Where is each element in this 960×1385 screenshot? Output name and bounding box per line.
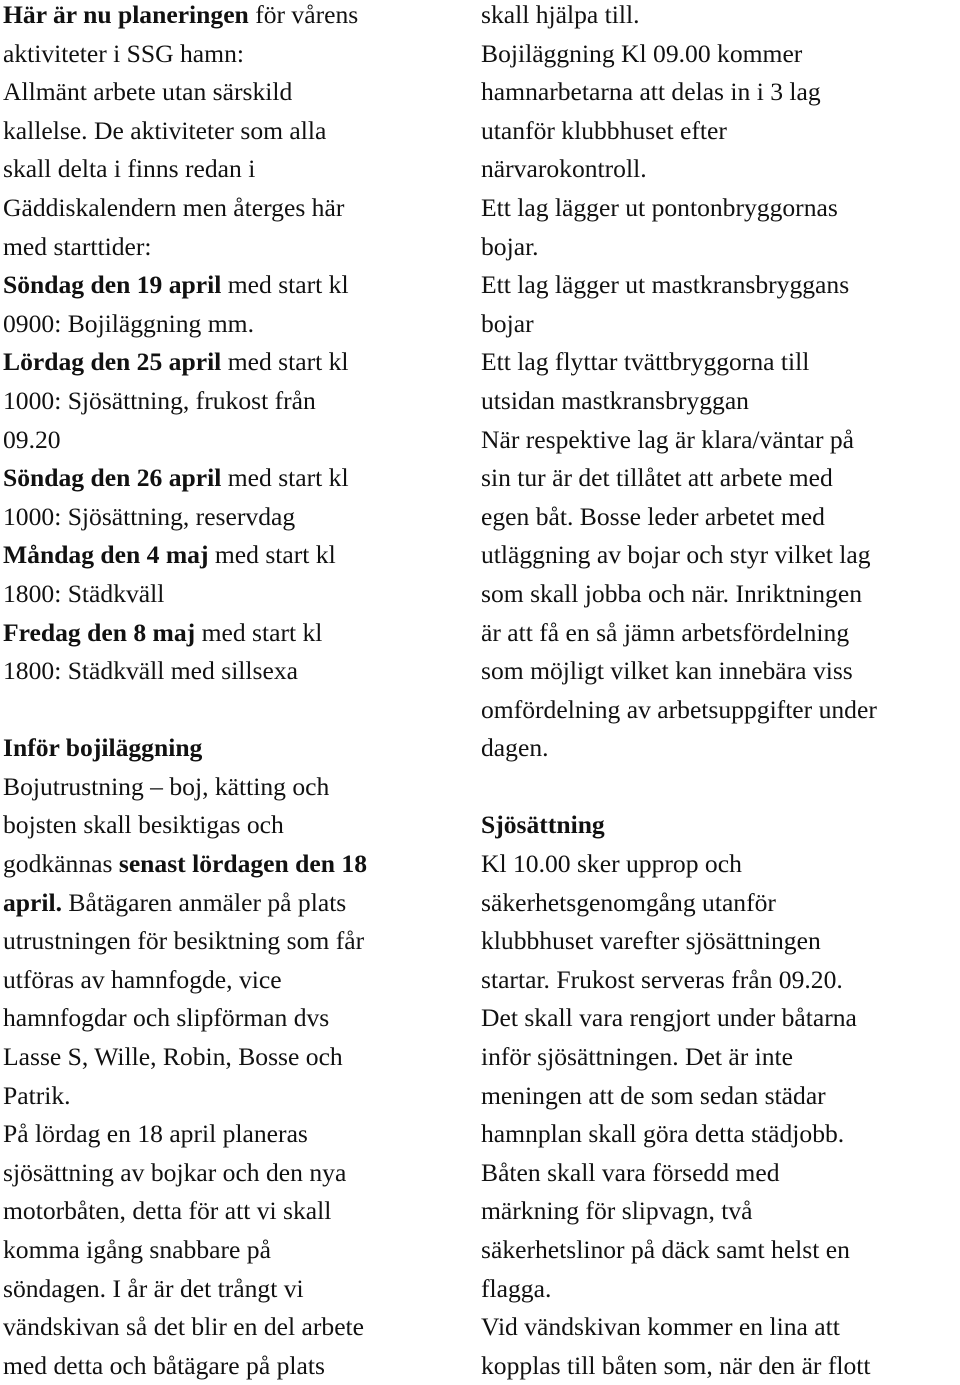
text-run: bojar [481, 308, 534, 338]
sjosattning-heading: Sjösättning [481, 810, 605, 840]
text-run: kallelse. De aktiviteter som alla [3, 115, 327, 145]
text-line [481, 691, 957, 730]
text-line [3, 343, 459, 382]
text-line [3, 1038, 459, 1077]
spacer [481, 768, 957, 807]
text-run: sjösättning av bojkar och den nya [3, 1157, 347, 1187]
text-run: med starttider: [3, 231, 152, 261]
text-line [3, 961, 459, 1000]
text-run: söndagen. I år är det trångt vi [3, 1273, 304, 1303]
text-line [3, 112, 459, 151]
text-run: bojsten skall besiktigas och [3, 810, 284, 840]
text-run: 1000: Sjösättning, frukost från [3, 385, 316, 415]
text-run: dagen. [481, 733, 549, 763]
text-line [481, 729, 957, 768]
text-line [481, 382, 957, 421]
text-line [481, 1308, 957, 1347]
text-run: Ett lag lägger ut pontonbryggornas [481, 192, 838, 222]
bold-text: Lördag den 25 april [3, 347, 222, 377]
text-line [481, 1077, 957, 1116]
text-line [481, 189, 957, 228]
text-run: märkning för slipvagn, två [481, 1196, 753, 1226]
text-run: Vid vändskivan kommer en lina att [481, 1312, 840, 1342]
text-line [3, 382, 459, 421]
text-run: aktiviteter i SSG hamn: [3, 38, 244, 68]
text-run: med start kl [221, 270, 349, 300]
text-run: som skall jobba och när. Inriktningen [481, 578, 862, 608]
text-run: med detta och båtägare på plats [3, 1350, 325, 1380]
bold-text: Söndag den 19 april [3, 270, 222, 300]
text-line [481, 150, 957, 189]
text-run: Båtägaren anmäler på plats [62, 887, 347, 917]
text-run: inför sjösättningen. Det är inte [481, 1042, 794, 1072]
bold-text: Söndag den 26 april [3, 463, 222, 493]
bojilaggning-paragraph [3, 768, 459, 1385]
text-line [3, 189, 459, 228]
text-line [3, 1154, 459, 1193]
text-line [481, 884, 957, 923]
text-line [3, 922, 459, 961]
text-line [481, 498, 957, 537]
text-line [481, 652, 957, 691]
text-run: bojar. [481, 231, 539, 261]
text-line [3, 0, 459, 35]
bojilaggning-heading: Inför bojiläggning [3, 733, 203, 763]
text-run: Båten skall vara försedd med [481, 1157, 780, 1187]
text-run: med start kl [221, 463, 349, 493]
text-line [3, 459, 459, 498]
text-run: hamnplan skall göra detta städjobb. [481, 1119, 845, 1149]
text-run: 1000: Sjösättning, reservdag [3, 501, 296, 531]
text-line [3, 845, 459, 884]
text-line [481, 266, 957, 305]
text-run: omfördelning av arbetsuppgifter under [481, 694, 877, 724]
text-run: skall hjälpa till. [481, 0, 640, 29]
text-run: Ett lag flyttar tvättbryggorna till [481, 347, 810, 377]
text-line [3, 575, 459, 614]
text-line [3, 1270, 459, 1309]
sjosattning-paragraph [481, 845, 957, 1385]
text-line [481, 228, 957, 267]
text-run: med start kl [195, 617, 323, 647]
text-line [3, 266, 459, 305]
text-run: 1800: Städkväll med sillsexa [3, 656, 299, 686]
text-run: meningen att de som sedan städar [481, 1080, 826, 1110]
text-line [481, 73, 957, 112]
schedule-list [3, 266, 459, 691]
text-run: Patrik. [3, 1080, 71, 1110]
text-run: utföras av hamnfogde, vice [3, 964, 282, 994]
text-run: som möjligt vilket kan innebära viss [481, 656, 853, 686]
text-line [481, 536, 957, 575]
text-run: klubbhuset varefter sjösättningen [481, 926, 821, 956]
bold-text: senast lördagen den 18 [118, 849, 367, 879]
text-line [481, 1347, 957, 1385]
text-run: med start kl [208, 540, 336, 570]
text-run: Lasse S, Wille, Robin, Bosse och [3, 1042, 343, 1072]
text-run: utsidan mastkransbryggan [481, 385, 749, 415]
text-line [3, 1347, 459, 1385]
text-line [481, 459, 957, 498]
intro-paragraph [3, 0, 459, 266]
text-line [481, 305, 957, 344]
text-line [481, 1231, 957, 1270]
text-line [3, 35, 459, 74]
text-run: är att få en så jämn arbetsfördelning [481, 617, 850, 647]
text-line [481, 1038, 957, 1077]
left-column [3, 0, 459, 1385]
text-line [481, 922, 957, 961]
text-run: komma igång snabbare på [3, 1235, 271, 1264]
text-line [481, 0, 957, 35]
text-line [3, 536, 459, 575]
text-line [3, 1308, 459, 1347]
text-line [3, 228, 459, 267]
text-run: Bojutrustning – boj, kätting och [3, 771, 330, 801]
text-line [3, 614, 459, 653]
right-column [481, 0, 957, 1385]
text-run: skall delta i finns redan i [3, 154, 256, 184]
text-run: hamnfogdar och slipförman dvs [3, 1003, 330, 1033]
text-line [481, 1192, 957, 1231]
text-line [3, 1115, 459, 1154]
text-run: flagga. [481, 1273, 552, 1303]
text-line [481, 1115, 957, 1154]
text-run: Gäddiskalendern men återges här [3, 192, 345, 222]
text-run: Bojiläggning Kl 09.00 kommer [481, 38, 803, 68]
text-run: med start kl [221, 347, 349, 377]
text-run: Det skall vara rengjort under båtarna [481, 1003, 857, 1033]
bold-text: Fredag den 8 maj [3, 617, 196, 647]
text-run: 1800: Städkväll [3, 578, 165, 608]
text-line [481, 999, 957, 1038]
text-run: utläggning av bojar och styr vilket lag [481, 540, 871, 570]
text-run: egen båt. Bosse leder arbetet med [481, 501, 825, 531]
text-run: sin tur är det tillåtet att arbete med [481, 463, 833, 493]
text-line [3, 305, 459, 344]
text-line [481, 112, 957, 151]
bold-text: april. [3, 887, 63, 917]
text-run: 0900: Bojiläggning mm. [3, 308, 254, 338]
text-line [3, 73, 459, 112]
text-run: säkerhetsgenomgång utanför [481, 887, 776, 917]
text-line [481, 961, 957, 1000]
text-line [481, 421, 957, 460]
text-run: godkännas [3, 849, 119, 879]
text-line [481, 35, 957, 74]
text-line [3, 884, 459, 923]
text-run: utrustningen för besiktning som får [3, 926, 365, 956]
text-line [481, 845, 957, 884]
text-line [3, 421, 459, 460]
text-line [3, 150, 459, 189]
text-line [481, 614, 957, 653]
text-run: Kl 10.00 sker upprop och [481, 849, 742, 879]
text-line [481, 1270, 957, 1309]
text-run: På lördag en 18 april planeras [3, 1119, 308, 1149]
text-run: kopplas till båten som, när den är flott [481, 1350, 871, 1380]
text-run: startar. Frukost serveras från 09.20. [481, 964, 843, 994]
text-line [481, 575, 957, 614]
text-run: 09.20 [3, 424, 61, 454]
text-run: motorbåten, detta för att vi skall [3, 1196, 332, 1226]
text-run: utanför klubbhuset efter [481, 115, 727, 145]
text-run: När respektive lag är klara/väntar på [481, 424, 855, 454]
text-line [3, 1231, 459, 1270]
bold-text: Måndag den 4 maj [3, 540, 209, 570]
text-line [3, 768, 459, 807]
text-run: för vårens [248, 0, 359, 29]
text-line [3, 806, 459, 845]
text-line [3, 652, 459, 691]
text-run: Allmänt arbete utan särskild [3, 77, 293, 107]
continuation-paragraph [481, 0, 957, 768]
text-line [3, 498, 459, 537]
bold-text: Här är nu planeringen [3, 0, 249, 29]
text-line [3, 1077, 459, 1116]
spacer [3, 691, 459, 730]
text-line [3, 999, 459, 1038]
text-line [3, 1192, 459, 1231]
text-line [481, 1154, 957, 1193]
text-run: närvarokontroll. [481, 154, 647, 184]
text-run: säkerhetslinor på däck samt helst en [481, 1235, 850, 1264]
text-line [481, 343, 957, 382]
text-run: vändskivan så det blir en del arbete [3, 1312, 365, 1342]
text-run: Ett lag lägger ut mastkransbryggans [481, 270, 850, 300]
text-run: hamnarbetarna att delas in i 3 lag [481, 77, 821, 107]
